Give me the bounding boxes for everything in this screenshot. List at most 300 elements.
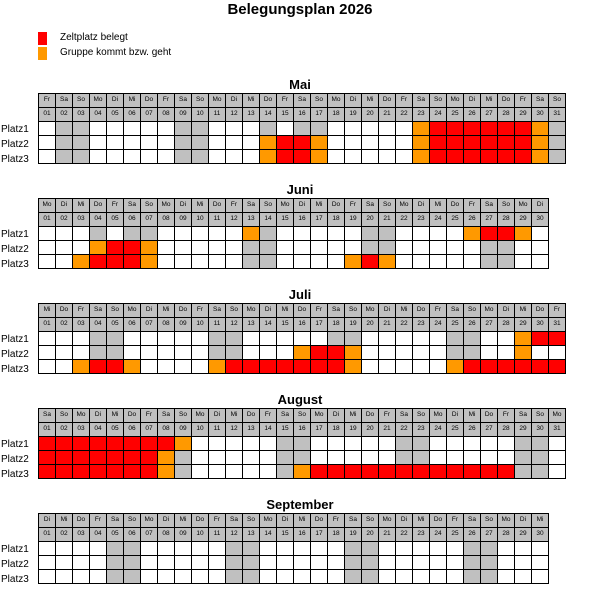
day-cell[interactable] <box>532 122 549 136</box>
day-cell[interactable] <box>226 360 243 374</box>
day-cell[interactable] <box>345 136 362 150</box>
day-cell[interactable] <box>498 122 515 136</box>
day-cell[interactable] <box>396 556 413 570</box>
day-cell[interactable] <box>345 346 362 360</box>
day-cell[interactable] <box>243 346 260 360</box>
day-cell[interactable] <box>141 332 158 346</box>
day-cell[interactable] <box>260 542 277 556</box>
day-cell[interactable] <box>209 136 226 150</box>
day-cell[interactable] <box>379 241 396 255</box>
day-cell[interactable] <box>175 150 192 164</box>
day-cell[interactable] <box>328 542 345 556</box>
day-cell[interactable] <box>379 122 396 136</box>
day-cell[interactable] <box>192 570 209 584</box>
day-cell[interactable] <box>311 451 328 465</box>
day-cell[interactable] <box>277 122 294 136</box>
day-cell[interactable] <box>413 122 430 136</box>
day-cell[interactable] <box>328 255 345 269</box>
day-cell[interactable] <box>464 346 481 360</box>
day-cell[interactable] <box>430 227 447 241</box>
day-cell[interactable] <box>413 150 430 164</box>
day-cell[interactable] <box>260 332 277 346</box>
day-cell[interactable] <box>447 136 464 150</box>
day-cell[interactable] <box>175 255 192 269</box>
day-cell[interactable] <box>209 150 226 164</box>
day-cell[interactable] <box>107 360 124 374</box>
day-cell[interactable] <box>430 437 447 451</box>
day-cell[interactable] <box>90 255 107 269</box>
day-cell[interactable] <box>481 556 498 570</box>
day-cell[interactable] <box>362 255 379 269</box>
day-cell[interactable] <box>532 346 549 360</box>
day-cell[interactable] <box>175 437 192 451</box>
day-cell[interactable] <box>481 360 498 374</box>
day-cell[interactable] <box>141 241 158 255</box>
day-cell[interactable] <box>243 255 260 269</box>
day-cell[interactable] <box>192 136 209 150</box>
day-cell[interactable] <box>481 122 498 136</box>
day-cell[interactable] <box>90 570 107 584</box>
day-cell[interactable] <box>141 360 158 374</box>
day-cell[interactable] <box>56 570 73 584</box>
day-cell[interactable] <box>447 451 464 465</box>
day-cell[interactable] <box>464 465 481 479</box>
day-cell[interactable] <box>277 451 294 465</box>
day-cell[interactable] <box>39 346 56 360</box>
day-cell[interactable] <box>192 346 209 360</box>
day-cell[interactable] <box>515 570 532 584</box>
day-cell[interactable] <box>209 360 226 374</box>
day-cell[interactable] <box>192 451 209 465</box>
day-cell[interactable] <box>209 241 226 255</box>
day-cell[interactable] <box>243 241 260 255</box>
day-cell[interactable] <box>379 136 396 150</box>
day-cell[interactable] <box>192 556 209 570</box>
day-cell[interactable] <box>175 556 192 570</box>
day-cell[interactable] <box>481 346 498 360</box>
day-cell[interactable] <box>243 542 260 556</box>
day-cell[interactable] <box>481 227 498 241</box>
day-cell[interactable] <box>498 332 515 346</box>
day-cell[interactable] <box>124 556 141 570</box>
day-cell[interactable] <box>549 360 566 374</box>
day-cell[interactable] <box>277 255 294 269</box>
day-cell[interactable] <box>226 255 243 269</box>
day-cell[interactable] <box>39 255 56 269</box>
day-cell[interactable] <box>141 542 158 556</box>
day-cell[interactable] <box>549 122 566 136</box>
day-cell[interactable] <box>158 346 175 360</box>
day-cell[interactable] <box>379 227 396 241</box>
day-cell[interactable] <box>141 122 158 136</box>
day-cell[interactable] <box>158 465 175 479</box>
day-cell[interactable] <box>294 542 311 556</box>
day-cell[interactable] <box>481 570 498 584</box>
day-cell[interactable] <box>515 437 532 451</box>
day-cell[interactable] <box>107 346 124 360</box>
day-cell[interactable] <box>260 465 277 479</box>
day-cell[interactable] <box>73 570 90 584</box>
day-cell[interactable] <box>90 556 107 570</box>
day-cell[interactable] <box>56 346 73 360</box>
day-cell[interactable] <box>243 570 260 584</box>
day-cell[interactable] <box>175 332 192 346</box>
day-cell[interactable] <box>362 556 379 570</box>
day-cell[interactable] <box>464 241 481 255</box>
day-cell[interactable] <box>73 241 90 255</box>
day-cell[interactable] <box>141 437 158 451</box>
day-cell[interactable] <box>56 360 73 374</box>
day-cell[interactable] <box>396 437 413 451</box>
day-cell[interactable] <box>498 542 515 556</box>
day-cell[interactable] <box>175 542 192 556</box>
day-cell[interactable] <box>379 255 396 269</box>
day-cell[interactable] <box>532 136 549 150</box>
day-cell[interactable] <box>294 556 311 570</box>
day-cell[interactable] <box>379 570 396 584</box>
day-cell[interactable] <box>277 360 294 374</box>
day-cell[interactable] <box>430 556 447 570</box>
day-cell[interactable] <box>226 346 243 360</box>
day-cell[interactable] <box>345 570 362 584</box>
day-cell[interactable] <box>294 360 311 374</box>
day-cell[interactable] <box>175 241 192 255</box>
day-cell[interactable] <box>532 556 549 570</box>
day-cell[interactable] <box>243 122 260 136</box>
day-cell[interactable] <box>328 556 345 570</box>
day-cell[interactable] <box>107 150 124 164</box>
day-cell[interactable] <box>39 451 56 465</box>
day-cell[interactable] <box>549 437 566 451</box>
day-cell[interactable] <box>192 255 209 269</box>
day-cell[interactable] <box>379 451 396 465</box>
day-cell[interactable] <box>430 241 447 255</box>
day-cell[interactable] <box>158 360 175 374</box>
day-cell[interactable] <box>39 241 56 255</box>
day-cell[interactable] <box>345 227 362 241</box>
day-cell[interactable] <box>226 570 243 584</box>
day-cell[interactable] <box>39 122 56 136</box>
day-cell[interactable] <box>158 241 175 255</box>
day-cell[interactable] <box>362 437 379 451</box>
day-cell[interactable] <box>107 227 124 241</box>
day-cell[interactable] <box>396 346 413 360</box>
day-cell[interactable] <box>90 346 107 360</box>
day-cell[interactable] <box>515 542 532 556</box>
day-cell[interactable] <box>311 227 328 241</box>
day-cell[interactable] <box>294 150 311 164</box>
day-cell[interactable] <box>260 570 277 584</box>
day-cell[interactable] <box>362 360 379 374</box>
day-cell[interactable] <box>124 570 141 584</box>
day-cell[interactable] <box>481 136 498 150</box>
day-cell[interactable] <box>56 136 73 150</box>
day-cell[interactable] <box>345 451 362 465</box>
day-cell[interactable] <box>498 451 515 465</box>
day-cell[interactable] <box>39 360 56 374</box>
day-cell[interactable] <box>124 542 141 556</box>
day-cell[interactable] <box>464 255 481 269</box>
day-cell[interactable] <box>447 241 464 255</box>
day-cell[interactable] <box>328 241 345 255</box>
day-cell[interactable] <box>396 150 413 164</box>
day-cell[interactable] <box>73 255 90 269</box>
day-cell[interactable] <box>107 556 124 570</box>
day-cell[interactable] <box>209 556 226 570</box>
day-cell[interactable] <box>532 241 549 255</box>
day-cell[interactable] <box>226 150 243 164</box>
day-cell[interactable] <box>192 241 209 255</box>
day-cell[interactable] <box>294 437 311 451</box>
day-cell[interactable] <box>532 227 549 241</box>
day-cell[interactable] <box>141 570 158 584</box>
day-cell[interactable] <box>158 451 175 465</box>
day-cell[interactable] <box>345 255 362 269</box>
day-cell[interactable] <box>345 150 362 164</box>
day-cell[interactable] <box>379 332 396 346</box>
day-cell[interactable] <box>209 437 226 451</box>
day-cell[interactable] <box>90 122 107 136</box>
day-cell[interactable] <box>39 437 56 451</box>
day-cell[interactable] <box>260 451 277 465</box>
day-cell[interactable] <box>277 556 294 570</box>
day-cell[interactable] <box>158 122 175 136</box>
day-cell[interactable] <box>396 570 413 584</box>
day-cell[interactable] <box>498 360 515 374</box>
day-cell[interactable] <box>345 556 362 570</box>
day-cell[interactable] <box>73 227 90 241</box>
day-cell[interactable] <box>481 150 498 164</box>
day-cell[interactable] <box>209 570 226 584</box>
day-cell[interactable] <box>345 332 362 346</box>
day-cell[interactable] <box>396 136 413 150</box>
day-cell[interactable] <box>243 150 260 164</box>
day-cell[interactable] <box>413 360 430 374</box>
day-cell[interactable] <box>515 255 532 269</box>
day-cell[interactable] <box>532 437 549 451</box>
day-cell[interactable] <box>192 542 209 556</box>
day-cell[interactable] <box>90 437 107 451</box>
day-cell[interactable] <box>90 542 107 556</box>
day-cell[interactable] <box>192 437 209 451</box>
day-cell[interactable] <box>396 542 413 556</box>
day-cell[interactable] <box>124 437 141 451</box>
day-cell[interactable] <box>73 360 90 374</box>
day-cell[interactable] <box>549 346 566 360</box>
day-cell[interactable] <box>532 542 549 556</box>
day-cell[interactable] <box>447 360 464 374</box>
day-cell[interactable] <box>260 122 277 136</box>
day-cell[interactable] <box>430 255 447 269</box>
day-cell[interactable] <box>311 255 328 269</box>
day-cell[interactable] <box>56 437 73 451</box>
day-cell[interactable] <box>226 241 243 255</box>
day-cell[interactable] <box>124 451 141 465</box>
day-cell[interactable] <box>362 542 379 556</box>
day-cell[interactable] <box>243 332 260 346</box>
day-cell[interactable] <box>175 346 192 360</box>
day-cell[interactable] <box>124 360 141 374</box>
day-cell[interactable] <box>362 136 379 150</box>
day-cell[interactable] <box>515 227 532 241</box>
day-cell[interactable] <box>430 136 447 150</box>
day-cell[interactable] <box>294 570 311 584</box>
day-cell[interactable] <box>90 465 107 479</box>
day-cell[interactable] <box>209 465 226 479</box>
day-cell[interactable] <box>362 150 379 164</box>
day-cell[interactable] <box>260 360 277 374</box>
day-cell[interactable] <box>294 332 311 346</box>
day-cell[interactable] <box>175 136 192 150</box>
day-cell[interactable] <box>39 136 56 150</box>
day-cell[interactable] <box>277 150 294 164</box>
day-cell[interactable] <box>56 542 73 556</box>
day-cell[interactable] <box>464 437 481 451</box>
day-cell[interactable] <box>209 332 226 346</box>
day-cell[interactable] <box>107 570 124 584</box>
day-cell[interactable] <box>107 255 124 269</box>
day-cell[interactable] <box>209 451 226 465</box>
day-cell[interactable] <box>107 241 124 255</box>
day-cell[interactable] <box>328 136 345 150</box>
day-cell[interactable] <box>311 136 328 150</box>
day-cell[interactable] <box>90 360 107 374</box>
day-cell[interactable] <box>447 332 464 346</box>
day-cell[interactable] <box>311 542 328 556</box>
day-cell[interactable] <box>498 570 515 584</box>
day-cell[interactable] <box>56 556 73 570</box>
day-cell[interactable] <box>447 122 464 136</box>
day-cell[interactable] <box>464 136 481 150</box>
day-cell[interactable] <box>277 227 294 241</box>
day-cell[interactable] <box>243 451 260 465</box>
day-cell[interactable] <box>464 542 481 556</box>
day-cell[interactable] <box>413 227 430 241</box>
day-cell[interactable] <box>464 150 481 164</box>
day-cell[interactable] <box>192 332 209 346</box>
day-cell[interactable] <box>209 227 226 241</box>
day-cell[interactable] <box>498 556 515 570</box>
day-cell[interactable] <box>124 465 141 479</box>
day-cell[interactable] <box>56 255 73 269</box>
day-cell[interactable] <box>226 332 243 346</box>
day-cell[interactable] <box>175 122 192 136</box>
day-cell[interactable] <box>362 465 379 479</box>
day-cell[interactable] <box>158 556 175 570</box>
day-cell[interactable] <box>379 437 396 451</box>
day-cell[interactable] <box>430 465 447 479</box>
day-cell[interactable] <box>515 360 532 374</box>
day-cell[interactable] <box>413 136 430 150</box>
day-cell[interactable] <box>311 346 328 360</box>
day-cell[interactable] <box>481 542 498 556</box>
day-cell[interactable] <box>345 542 362 556</box>
day-cell[interactable] <box>362 332 379 346</box>
day-cell[interactable] <box>481 465 498 479</box>
day-cell[interactable] <box>430 360 447 374</box>
day-cell[interactable] <box>447 437 464 451</box>
day-cell[interactable] <box>175 451 192 465</box>
day-cell[interactable] <box>413 542 430 556</box>
day-cell[interactable] <box>90 150 107 164</box>
day-cell[interactable] <box>498 136 515 150</box>
day-cell[interactable] <box>260 437 277 451</box>
day-cell[interactable] <box>396 451 413 465</box>
day-cell[interactable] <box>464 451 481 465</box>
day-cell[interactable] <box>498 346 515 360</box>
day-cell[interactable] <box>124 346 141 360</box>
day-cell[interactable] <box>413 570 430 584</box>
day-cell[interactable] <box>158 150 175 164</box>
day-cell[interactable] <box>226 465 243 479</box>
day-cell[interactable] <box>243 556 260 570</box>
day-cell[interactable] <box>549 136 566 150</box>
day-cell[interactable] <box>396 360 413 374</box>
day-cell[interactable] <box>430 332 447 346</box>
day-cell[interactable] <box>158 332 175 346</box>
day-cell[interactable] <box>294 255 311 269</box>
day-cell[interactable] <box>515 150 532 164</box>
day-cell[interactable] <box>413 332 430 346</box>
day-cell[interactable] <box>515 122 532 136</box>
day-cell[interactable] <box>481 255 498 269</box>
day-cell[interactable] <box>532 332 549 346</box>
day-cell[interactable] <box>39 570 56 584</box>
day-cell[interactable] <box>362 346 379 360</box>
day-cell[interactable] <box>464 360 481 374</box>
day-cell[interactable] <box>158 227 175 241</box>
day-cell[interactable] <box>447 150 464 164</box>
day-cell[interactable] <box>209 346 226 360</box>
day-cell[interactable] <box>124 150 141 164</box>
day-cell[interactable] <box>175 360 192 374</box>
day-cell[interactable] <box>56 241 73 255</box>
day-cell[interactable] <box>464 570 481 584</box>
day-cell[interactable] <box>379 150 396 164</box>
day-cell[interactable] <box>328 451 345 465</box>
day-cell[interactable] <box>549 150 566 164</box>
day-cell[interactable] <box>56 227 73 241</box>
day-cell[interactable] <box>396 255 413 269</box>
day-cell[interactable] <box>532 360 549 374</box>
day-cell[interactable] <box>515 451 532 465</box>
day-cell[interactable] <box>328 465 345 479</box>
day-cell[interactable] <box>158 136 175 150</box>
day-cell[interactable] <box>294 136 311 150</box>
day-cell[interactable] <box>73 451 90 465</box>
day-cell[interactable] <box>345 437 362 451</box>
day-cell[interactable] <box>362 570 379 584</box>
day-cell[interactable] <box>260 241 277 255</box>
day-cell[interactable] <box>379 346 396 360</box>
day-cell[interactable] <box>107 437 124 451</box>
day-cell[interactable] <box>277 437 294 451</box>
day-cell[interactable] <box>532 570 549 584</box>
day-cell[interactable] <box>328 150 345 164</box>
day-cell[interactable] <box>39 556 56 570</box>
day-cell[interactable] <box>447 346 464 360</box>
day-cell[interactable] <box>277 570 294 584</box>
day-cell[interactable] <box>447 227 464 241</box>
day-cell[interactable] <box>90 332 107 346</box>
day-cell[interactable] <box>294 122 311 136</box>
day-cell[interactable] <box>311 332 328 346</box>
day-cell[interactable] <box>498 465 515 479</box>
day-cell[interactable] <box>481 241 498 255</box>
day-cell[interactable] <box>413 465 430 479</box>
day-cell[interactable] <box>107 122 124 136</box>
day-cell[interactable] <box>124 122 141 136</box>
